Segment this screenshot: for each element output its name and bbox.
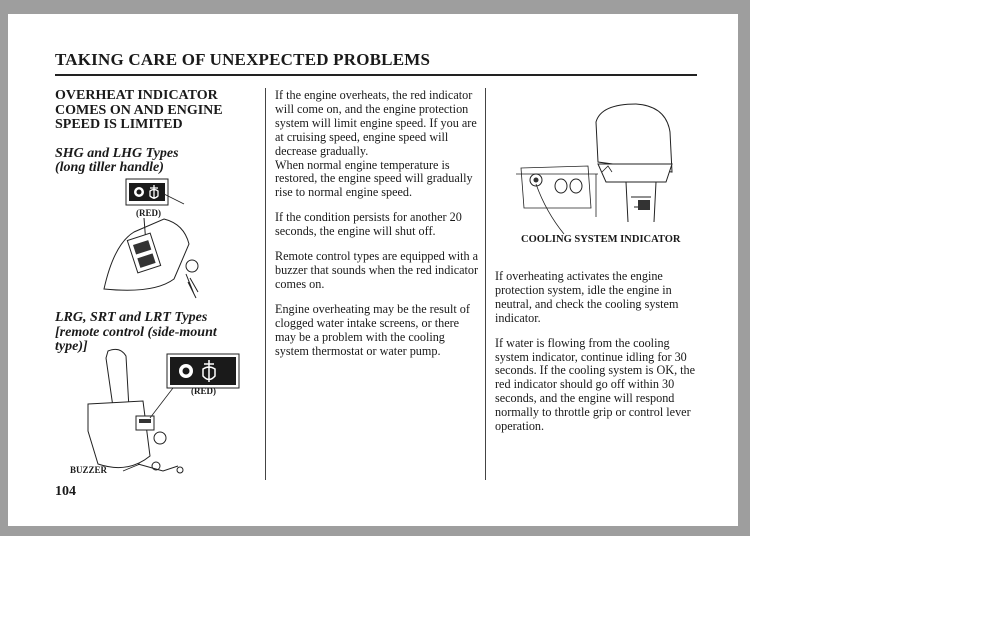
lrg-srt-lrt-subheading: LRG, SRT and LRT Types [remote control (side-mount type)]	[55, 310, 217, 354]
shg-lhg-subheading: SHG and LHG Types (long tiller handle)	[55, 145, 179, 175]
cooling-indicator-caption: COOLING SYSTEM INDICATOR	[521, 234, 681, 245]
manual-page	[8, 14, 738, 526]
tiller-handle-illustration	[94, 174, 214, 309]
column-divider-right	[485, 88, 486, 480]
buzzer-label: BUZZER	[70, 465, 108, 475]
red-label-tiller: (RED)	[136, 208, 161, 218]
left-column	[55, 89, 260, 176]
section-heading: OVERHEAT INDICATOR COMES ON AND ENGINE SPEED IS LIMITED	[55, 88, 223, 132]
middle-column	[275, 89, 480, 369]
page-number: 104	[55, 484, 76, 499]
page-title: TAKING CARE OF UNEXPECTED PROBLEMS	[55, 50, 431, 69]
paragraph-buzzer: Remote control types are equipped with a buzzer that sounds when the red indicator comes on.	[275, 249, 479, 291]
red-label-remote: (RED)	[191, 386, 216, 396]
paragraph-overheat: If the engine overheats, the red indicator will come on, and the engine protection system will limit engine speed. If you are at cruising speed, engine speed will decrease gradually.	[275, 88, 477, 158]
remote-control-illustration	[68, 346, 243, 478]
title-rule	[55, 74, 697, 76]
paragraph-water-flowing: If water is flowing from the cooling system indicator, continue idling for 30 seconds. If the cooling system is OK, the red indicator should go off within 30 seconds, and the engine will respond normally to throttle grip or control lever operation.	[495, 335, 696, 434]
paragraph-overheating-causes: Engine overheating may be the result of clogged water intake screens, or there may be a problem with the cooling system thermostat or water pump.	[275, 301, 470, 358]
cooling-system-illustration	[516, 102, 681, 227]
paragraph-temperature-restored: When normal engine temperature is restored, the engine speed will gradually rise to normal engine speed.	[275, 157, 473, 200]
column-divider-left	[265, 88, 266, 480]
right-column	[495, 270, 700, 445]
paragraph-condition-persists: If the condition persists for another 20 seconds, the engine will shut off.	[275, 210, 462, 239]
paragraph-idle-check: If overheating activates the engine protection system, idle the engine in neutral, and check the cooling system indicator.	[495, 269, 679, 325]
